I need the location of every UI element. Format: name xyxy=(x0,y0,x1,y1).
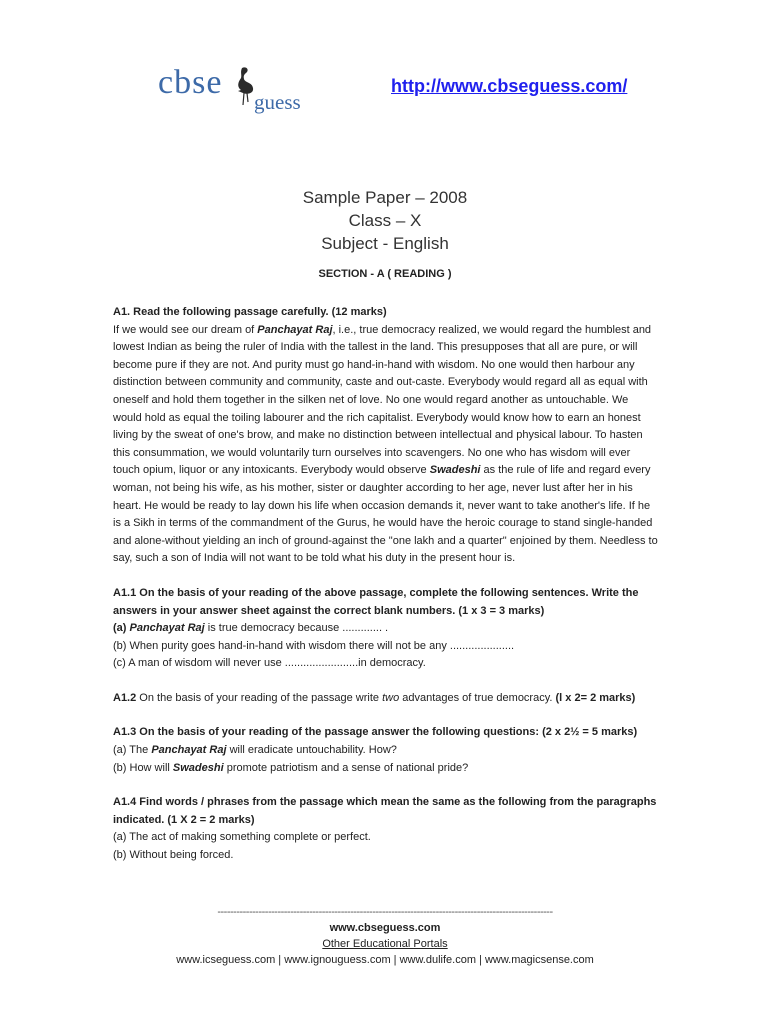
item-text: promote patriotism and a sense of national pride? xyxy=(223,761,469,774)
site-url-link[interactable]: http://www.cbseguess.com/ xyxy=(391,76,628,96)
a13-heading: A1.3 On the basis of your reading of the passage answer the following questions: (2 x 2½ = 5 marks) xyxy=(113,726,638,739)
a14-item-b: (b) Without being forced. xyxy=(113,849,234,862)
a11-item-c: (c) A man of wisdom will never use ........................in democracy. xyxy=(113,657,426,670)
logo-text-sub: guess xyxy=(254,90,301,114)
item-text: (a) The xyxy=(113,744,152,757)
a14-item-a: (a) The act of making something complete or perfect. xyxy=(113,831,371,844)
cbseguess-logo xyxy=(158,64,328,124)
footer-portals-label[interactable]: Other Educational Portals xyxy=(322,938,448,950)
section-heading: SECTION - A ( READING ) xyxy=(318,268,452,280)
item-term: Panchayat Raj xyxy=(129,622,205,635)
passage-term: Swadeshi xyxy=(429,464,481,477)
item-label: (a) xyxy=(113,622,130,635)
footer-portals-list[interactable]: www.icseguess.com | www.ignouguess.com | www.dulife.com | www.magicsense.com xyxy=(176,954,594,966)
a13-item-b xyxy=(113,760,659,778)
a14-heading: A1.4 Find words / phrases from the passage which mean the same as the following from the paragraphs indicated. (1 X 2 = 2 marks) xyxy=(113,796,657,826)
footer-site[interactable]: www.cbseguess.com xyxy=(329,922,441,934)
item-term: Panchayat Raj xyxy=(151,744,227,757)
a12-question xyxy=(113,690,659,708)
paper-title xyxy=(0,186,770,255)
logo-text-main: cbse xyxy=(158,64,223,101)
title-line-1: Sample Paper – 2008 xyxy=(302,188,468,207)
passage-text: If we would see our dream of xyxy=(113,323,258,336)
question-marks: (l x 2= 2 marks) xyxy=(555,691,636,704)
passage-text: , i.e., true democracy realized, we would regard the humblest and lowest Indian as being the ruler of India with the tallest in the land. This presupposes that all are pure, or will become pure if they are not. And purity must go hand-in-hand with wisdom. No one would then harbour any distinction between community and community, caste and out-caste. Everybody would regard all as equal with oneself and hold them together in the silken net of love. No one would regard another as untouchable. We would hold as equal the toiling labourer and the rich capitalist. Everybody would know how to earn an honest living by the sweat of one's brow, and make no distinction between intellectual and physical labour. To hasten this consummation, we would voluntarily turn ourselves into scavengers. No one who has wisdom will ever touch opium, liquor or any intoxicants. Everybody would observe xyxy=(113,323,652,477)
item-text: will eradicate untouchability. How? xyxy=(226,744,397,757)
item-text: (b) How will xyxy=(113,761,173,774)
passage-text: as the rule of life and regard every woman, not being his wife, as his mother, sister or daughter according to her age, never lust after her in his heart. He would be ready to lay down his life when occasion demands it, never want to take another's life. If he is a Sikh in terms of the commandment of the Gurus, he would have the heroic courage to stand single-handed and alone-without yielding an inch of ground-against the "one lakh and a quarter" enjoined by them. Needless to say, such a son of India will not want to be told what his duty in the present hour is. xyxy=(113,464,658,565)
a1-heading: A1. Read the following passage carefully. (12 marks) xyxy=(113,306,387,318)
passage-term: Panchayat Raj xyxy=(257,323,333,336)
flamingo-icon xyxy=(230,66,256,106)
footer-divider: ---------------------------------------------------------------------------------------------------------- xyxy=(217,906,553,918)
question-body xyxy=(113,304,659,865)
item-term: Swadeshi xyxy=(172,761,224,774)
question-label: A1.2 xyxy=(113,691,137,704)
a13-item-a xyxy=(113,742,659,760)
a11-item-a xyxy=(113,620,659,638)
a11-heading: A1.1 On the basis of your reading of the above passage, complete the following sentences. Write the answers in your answer sheet against the correct blank numbers. (1 x 3 = 3 marks) xyxy=(113,586,639,617)
a1-passage xyxy=(113,322,659,568)
title-line-3: Subject - English xyxy=(321,234,449,253)
question-emphasis: two xyxy=(382,691,400,704)
title-line-2: Class – X xyxy=(348,211,422,230)
item-text: is true democracy because ............. . xyxy=(204,622,389,635)
page-footer xyxy=(0,904,770,968)
a11-item-b: (b) When purity goes hand-in-hand with wisdom there will not be any ..................... xyxy=(113,639,515,652)
question-text: advantages of true democracy. xyxy=(399,691,556,704)
question-text: On the basis of your reading of the passage write xyxy=(136,691,383,704)
